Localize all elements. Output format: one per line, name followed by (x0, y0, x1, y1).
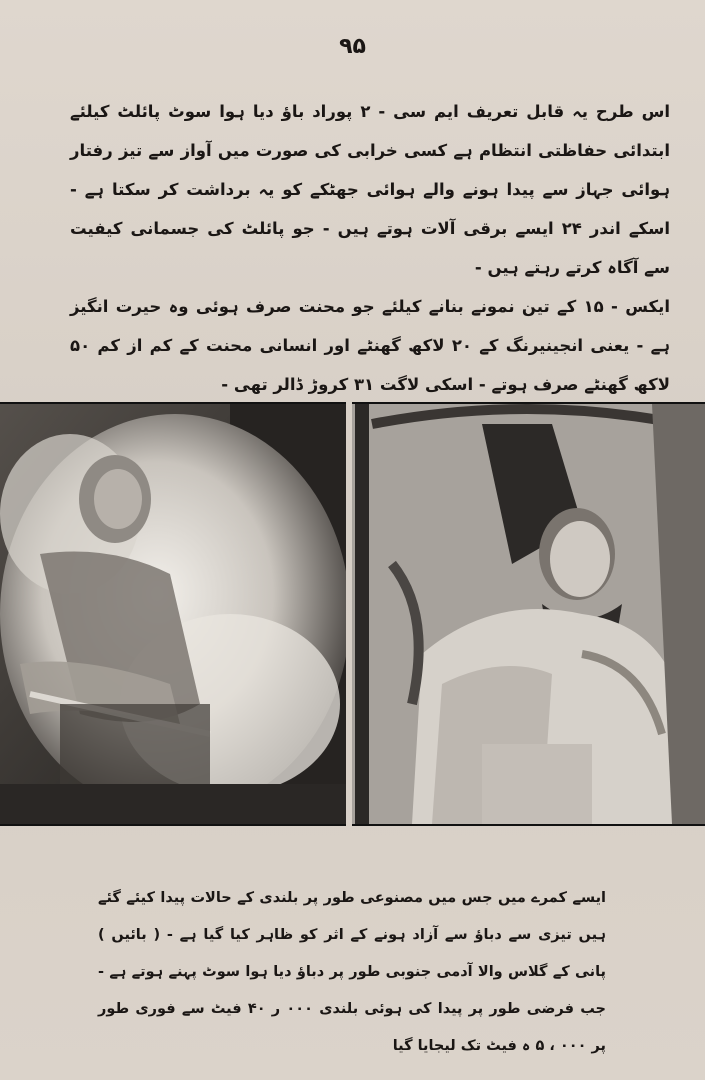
body-text (70, 92, 670, 404)
body-paragraph-1: اس طرح یہ قابل تعریف ایم سی - ۲ پوراد باؤ دیا ہوا سوٹ پائلٹ کیلئے ابتدائی حفاظتی انتظام ہے کسی خرابی کی صورت میں آواز سے تیز رفتار ہوائی جہاز سے پیدا ہونے والے ہوائی جھٹکے کو یہ برداشت کر سکتا ہے - اسکے اندر ۲۴ ایسے برقی آلات ہوتے ہیں - جو پائلٹ کی جسمانی کیفیت سے آگاہ کرتے رہتے ہیں - (70, 102, 670, 277)
body-paragraph-2: ایکس - ۱۵ کے تین نمونے بنانے کیلئے جو محنت صرف ہوئی وہ حیرت انگیز ہے - یعنی انجینیرنگ کے ۲۰ لاکھ گھنٹے اور انسانی محنت کے کم از کم ۵۰ لاکھ گھنٹے صرف ہوتے - اسکی لاگت ۳۱ کروڑ ڈالر تھی - (70, 297, 670, 394)
photo-caption (98, 880, 606, 1065)
photo-decompression-test (0, 402, 346, 826)
page-number: ۹۵ (339, 34, 366, 59)
photo-pilot-cockpit-image (352, 404, 705, 824)
photo-decompression-test-image (0, 404, 346, 824)
photo-caption-text: ایسے کمرے میں جس میں مصنوعی طور پر بلندی کے حالات پیدا کیئے گئے ہیں تیزی سے دباؤ سے آزاد ہونے کے اثر کو ظاہر کیا گیا ہے - ( بائیں ) پانی کے گلاس والا آدمی جنوبی طور پر دباؤ دیا ہوا سوٹ پہنے ہوتے ہے - جب فرضی طور پر پیدا کی ہوئی بلندی ۰۰۰ ر ۴۰ فیٹ سے فوری طور پر ۰۰۰ ، ۵ ہ فیٹ تک لیجایا گیا (98, 890, 606, 1054)
photo-strip (0, 402, 705, 822)
photo-pilot-cockpit (352, 402, 705, 826)
